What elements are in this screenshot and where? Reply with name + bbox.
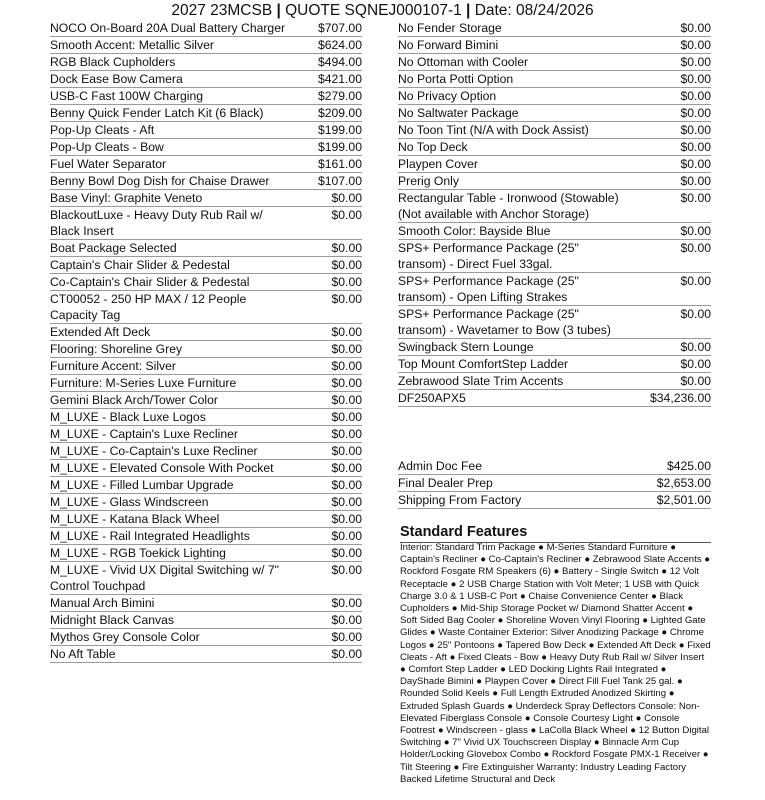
item-price: $0.00 — [331, 275, 362, 289]
item-price: $0.00 — [331, 461, 362, 475]
right-options-column — [398, 20, 711, 407]
item-label: No Forward Bimini — [398, 38, 499, 52]
item-label: NOCO On-Board 20A Dual Battery Charger — [50, 21, 286, 35]
item-price: $0.00 — [680, 357, 711, 371]
option-row — [398, 306, 711, 339]
item-label: M_LUXE - Vivid UX Digital Switching w/ 7" Control Touchpad — [50, 563, 279, 593]
item-label: SPS+ Performance Package (25" transom) - Wavetamer to Bow (3 tubes) — [398, 307, 611, 337]
item-price: $2,501.00 — [656, 493, 711, 507]
item-label: M_LUXE - Katana Black Wheel — [50, 512, 220, 526]
fee-row — [398, 458, 711, 475]
item-price: $0.00 — [331, 613, 362, 627]
item-label: Admin Doc Fee — [398, 459, 482, 473]
quote-number: QUOTE SQNEJ000107-1 — [285, 2, 462, 19]
quote-date: Date: 08/24/2026 — [474, 2, 594, 19]
standard-features-heading: Standard Features — [400, 523, 711, 543]
item-price: $209.00 — [317, 106, 362, 120]
item-price: $0.00 — [680, 55, 711, 69]
item-label: M_LUXE - Captain's Luxe Recliner — [50, 427, 238, 441]
item-label: Playpen Cover — [398, 157, 478, 171]
option-row — [50, 426, 362, 443]
item-price: $0.00 — [331, 359, 362, 373]
item-price: $0.00 — [331, 241, 362, 255]
item-label: Furniture Accent: Silver — [50, 359, 176, 373]
item-label: No Privacy Option — [398, 89, 497, 103]
item-label: Zebrawood Slate Trim Accents — [398, 374, 564, 388]
option-row — [50, 358, 362, 375]
option-row — [50, 240, 362, 257]
item-price: $0.00 — [331, 342, 362, 356]
item-price: $34,236.00 — [650, 391, 711, 405]
item-price: $0.00 — [331, 410, 362, 424]
option-row — [398, 88, 711, 105]
option-row — [398, 139, 711, 156]
item-price: $0.00 — [331, 495, 362, 509]
item-label: SPS+ Performance Package (25" transom) - Open Lifting Strakes — [398, 274, 579, 304]
item-price: $0.00 — [331, 208, 362, 222]
option-row — [398, 339, 711, 356]
standard-features-text: Interior: Standard Trim Package ● M-Series Standard Furniture ● Captain's Recliner ● Co-Captain's Recliner ● Zebrawood Slate Accents ● Rockford Fosgate RM Speakers (6) ● Battery - Single Switch ● 12 Volt Receptacle ● 2 USB Charge Station with Volt Meter; 1 USB with Quick Charge 3.0 & 1 USB-C Port ● Chaise Convenience Center ● Black Cupholders ● Mid-Ship Storage Pocket w/ Diamond Shatter Accent ● Soft Sided Bag Cooler ● Shoreline Woven Vinyl Flooring ● Lighted Gate Glides ● Waste Container Exterior: Silver Anodizing Package ● Chrome Logos ● 25" Pontoons ● Tapered Bow Deck ● Extended Aft Deck ● Fixed Cleats - Aft ● Fixed Cleats - Bow ● Heavy Duty Rub Rail w/ Silver Insert ● Comfort Step Ladder ● LED Docking Lights Rail Integrated ● DayShade Bimini ● Playpen Cover ● Direct Fill Fuel Tank 25 gal. ● Rounded Solid Keels ● Full Length Extruded Anodized Skirting ● Extruded Splash Guards ● Underdeck Spray Deflectors Console: Non-Elevated Fiberglass Console ● Console Courtesy Light ● Console Footrest ● Windscreen - glass ● LaColla Black Wheel ● 12 Button Digital Switching ● 7" Vivid UX Touchscreen Display ● Binnacle Arm Cup Holder/Locking Glovebox Combo ● Rockford Fosgate PMX-1 Receiver ● Tilt Steering ● Fire Extinguisher Warranty: Industry Leading Factory Backed Lifetime Structural and Deck — [400, 542, 711, 785]
option-row — [50, 88, 362, 105]
item-price: $0.00 — [680, 374, 711, 388]
item-label: No Ottoman with Cooler — [398, 55, 529, 69]
option-row — [50, 646, 362, 663]
option-row — [50, 190, 362, 207]
item-price: $0.00 — [680, 38, 711, 52]
option-row — [50, 511, 362, 528]
item-price: $494.00 — [317, 55, 362, 69]
item-label: Co-Captain's Chair Slider & Pedestal — [50, 275, 250, 289]
item-price: $0.00 — [331, 596, 362, 610]
model-name: 2027 23MCSB — [171, 2, 273, 19]
item-label: Manual Arch Bimini — [50, 596, 155, 610]
item-price: $0.00 — [680, 89, 711, 103]
option-row — [50, 629, 362, 646]
option-row — [50, 595, 362, 612]
option-row — [50, 392, 362, 409]
option-row — [50, 409, 362, 426]
item-price: $0.00 — [680, 140, 711, 154]
option-row — [50, 207, 362, 240]
option-row — [398, 71, 711, 88]
item-label: Gemini Black Arch/Tower Color — [50, 393, 218, 407]
item-price: $0.00 — [331, 258, 362, 272]
left-options-column — [50, 20, 362, 663]
item-label: No Saltwater Package — [398, 106, 519, 120]
item-label: M_LUXE - Filled Lumbar Upgrade — [50, 478, 234, 492]
item-price: $0.00 — [680, 241, 711, 255]
option-row — [50, 324, 362, 341]
item-price: $107.00 — [317, 174, 362, 188]
option-row — [50, 562, 362, 595]
item-label: Benny Bowl Dog Dish for Chaise Drawer — [50, 174, 270, 188]
item-label: M_LUXE - Rail Integrated Headlights — [50, 529, 250, 543]
option-row — [50, 122, 362, 139]
item-price: $707.00 — [317, 21, 362, 35]
item-price: $0.00 — [331, 546, 362, 560]
item-price: $0.00 — [331, 191, 362, 205]
option-row — [50, 291, 362, 324]
option-row — [50, 105, 362, 122]
option-row — [50, 545, 362, 562]
item-label: Benny Quick Fender Latch Kit (6 Black) — [50, 106, 264, 120]
item-price: $0.00 — [680, 340, 711, 354]
item-price: $0.00 — [680, 174, 711, 188]
item-label: No Porta Potti Option — [398, 72, 514, 86]
option-row — [398, 54, 711, 71]
option-row — [50, 375, 362, 392]
item-price: $0.00 — [680, 191, 711, 205]
option-row — [50, 443, 362, 460]
item-label: No Toon Tint (N/A with Dock Assist) — [398, 123, 589, 137]
item-price: $0.00 — [331, 647, 362, 661]
option-row — [50, 460, 362, 477]
option-row — [398, 190, 711, 223]
option-row — [398, 390, 711, 407]
item-price: $0.00 — [331, 444, 362, 458]
item-price: $161.00 — [317, 157, 362, 171]
option-row — [50, 612, 362, 629]
option-row — [398, 173, 711, 190]
title-separator: | — [461, 2, 475, 19]
item-label: Smooth Color: Bayside Blue — [398, 224, 551, 238]
item-label: Mythos Grey Console Color — [50, 630, 200, 644]
item-price: $425.00 — [666, 459, 711, 473]
option-row — [50, 257, 362, 274]
item-price: $0.00 — [680, 106, 711, 120]
item-label: No Top Deck — [398, 140, 468, 154]
option-row — [398, 356, 711, 373]
title-separator: | — [272, 2, 286, 19]
item-price: $0.00 — [331, 393, 362, 407]
item-label: Extended Aft Deck — [50, 325, 151, 339]
item-price: $0.00 — [680, 21, 711, 35]
item-label: USB-C Fast 100W Charging — [50, 89, 204, 103]
item-label: Top Mount ComfortStep Ladder — [398, 357, 569, 371]
item-label: Swingback Stern Lounge — [398, 340, 534, 354]
option-row — [50, 156, 362, 173]
item-label: Dock Ease Bow Camera — [50, 72, 183, 86]
fee-row — [398, 492, 711, 509]
item-price: $0.00 — [680, 72, 711, 86]
item-label: CT00052 - 250 HP MAX / 12 People Capacity Tag — [50, 292, 247, 322]
item-label: Prerig Only — [398, 174, 459, 188]
fee-row — [398, 475, 711, 492]
item-label: Boat Package Selected — [50, 241, 177, 255]
item-label: M_LUXE - Elevated Console With Pocket — [50, 461, 274, 475]
option-row — [50, 71, 362, 88]
item-price: $0.00 — [331, 292, 362, 306]
item-label: BlackoutLuxe - Heavy Duty Rub Rail w/ Black Insert — [50, 208, 263, 238]
item-price: $199.00 — [317, 140, 362, 154]
option-row — [398, 240, 711, 273]
item-label: Flooring: Shoreline Grey — [50, 342, 183, 356]
item-label: M_LUXE - RGB Toekick Lighting — [50, 546, 226, 560]
option-row — [50, 173, 362, 190]
option-row — [398, 20, 711, 37]
item-label: Rectangular Table - Ironwood (Stowable) (Not available with Anchor Storage) — [398, 191, 619, 221]
option-row — [50, 528, 362, 545]
option-row — [398, 273, 711, 306]
item-price: $0.00 — [331, 325, 362, 339]
item-label: Furniture: M-Series Luxe Furniture — [50, 376, 237, 390]
item-price: $0.00 — [680, 157, 711, 171]
fees-list — [398, 458, 711, 509]
item-label: Smooth Accent: Metallic Silver — [50, 38, 214, 52]
item-price: $0.00 — [331, 427, 362, 441]
item-price: $0.00 — [331, 512, 362, 526]
item-label: No Aft Table — [50, 647, 116, 661]
item-label: RGB Black Cupholders — [50, 55, 176, 69]
item-label: SPS+ Performance Package (25" transom) - Direct Fuel 33gal. — [398, 241, 579, 271]
item-label: Fuel Water Separator — [50, 157, 167, 171]
item-label: No Fender Storage — [398, 21, 502, 35]
option-row — [398, 373, 711, 390]
item-price: $0.00 — [331, 478, 362, 492]
option-row — [50, 341, 362, 358]
option-row — [398, 105, 711, 122]
item-label: M_LUXE - Black Luxe Logos — [50, 410, 206, 424]
option-row — [50, 54, 362, 71]
option-row — [50, 20, 362, 37]
item-label: Midnight Black Canvas — [50, 613, 174, 627]
item-label: DF250APX5 — [398, 391, 466, 405]
item-price: $199.00 — [317, 123, 362, 137]
item-label: M_LUXE - Glass Windscreen — [50, 495, 209, 509]
item-label: Pop-Up Cleats - Aft — [50, 123, 155, 137]
item-label: Pop-Up Cleats - Bow — [50, 140, 164, 154]
item-price: $0.00 — [680, 274, 711, 288]
option-row — [50, 477, 362, 494]
quote-title — [0, 0, 765, 21]
item-label: M_LUXE - Co-Captain's Luxe Recliner — [50, 444, 258, 458]
item-price: $421.00 — [317, 72, 362, 86]
option-row — [50, 274, 362, 291]
item-price: $0.00 — [680, 123, 711, 137]
option-row — [398, 223, 711, 240]
item-label: Shipping From Factory — [398, 493, 522, 507]
item-price: $2,653.00 — [656, 476, 711, 490]
item-price: $0.00 — [680, 307, 711, 321]
option-row — [50, 139, 362, 156]
item-label: Captain's Chair Slider & Pedestal — [50, 258, 230, 272]
item-price: $279.00 — [317, 89, 362, 103]
item-price: $624.00 — [317, 38, 362, 52]
option-row — [398, 156, 711, 173]
item-price: $0.00 — [331, 376, 362, 390]
option-row — [398, 122, 711, 139]
item-label: Base Vinyl: Graphite Veneto — [50, 191, 203, 205]
item-price: $0.00 — [331, 630, 362, 644]
option-row — [398, 37, 711, 54]
item-price: $0.00 — [331, 529, 362, 543]
item-label: Final Dealer Prep — [398, 476, 493, 490]
option-row — [50, 494, 362, 511]
option-row — [50, 37, 362, 54]
item-price: $0.00 — [680, 224, 711, 238]
item-price: $0.00 — [331, 563, 362, 577]
